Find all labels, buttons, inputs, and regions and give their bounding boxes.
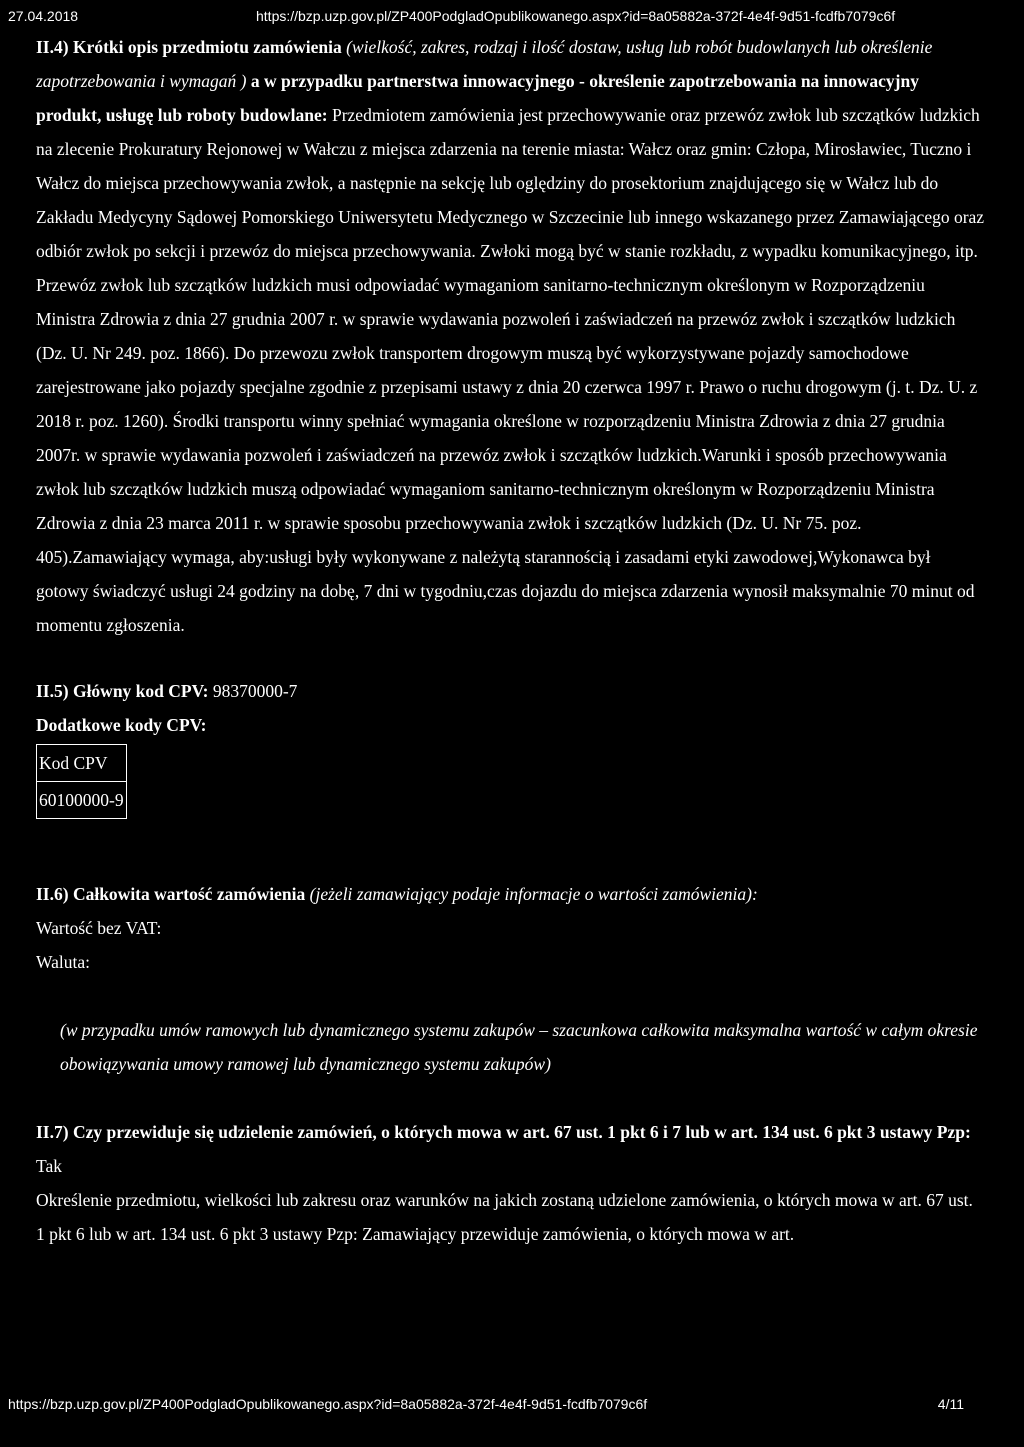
main-cpv-code: 98370000-7	[212, 681, 298, 701]
document-content	[36, 30, 986, 1251]
section-ii7-answer: Tak	[36, 1156, 62, 1176]
additional-cpv-label: Dodatkowe kody CPV:	[36, 715, 207, 735]
cpv-table	[36, 744, 127, 819]
section-ii4-title: Krótki opis przedmiotu zamówienia	[72, 37, 342, 57]
section-ii7	[36, 1115, 986, 1183]
section-ii7-number: II.7)	[36, 1122, 69, 1142]
page-number: 4/11	[937, 1396, 964, 1412]
footer-url: https://bzp.uzp.gov.pl/ZP400PodgladOpublikowanego.aspx?id=8a05882a-372f-4e4f-9d51-fcdfb7079c6f	[8, 1396, 648, 1412]
section-ii4-title-2: a w przypadku partnerstwa innowacyjnego - określenie zapotrzebowania na innowacyjny produkt, usługę lub roboty budowlane:	[36, 71, 919, 125]
section-ii4	[36, 30, 986, 642]
print-date: 27.04.2018	[8, 8, 79, 24]
section-ii6-number: II.6)	[36, 884, 69, 904]
cpv-code-cell: 60100000-9	[37, 782, 127, 819]
section-ii4-italic: (wielkość, zakres, rodzaj i ilość dostaw, usług lub robót budowlanych lub określenie zapotrzebowania i wymagań )	[36, 37, 933, 91]
section-ii5	[36, 674, 986, 708]
header-url: https://bzp.uzp.gov.pl/ZP400PodgladOpublikowanego.aspx?id=8a05882a-372f-4e4f-9d51-fcdfb7079c6f	[256, 8, 896, 24]
table-row	[37, 782, 127, 819]
section-ii5-title: Główny kod CPV:	[72, 681, 209, 701]
page-footer	[8, 1396, 964, 1416]
cpv-table-header-row	[37, 745, 127, 782]
framework-note: (w przypadku umów ramowych lub dynamicznego systemu zakupów – szacunkowa całkowita maksymalna wartość w całym okresie obowiązywania umowy ramowej lub dynamicznego systemu zakupów)	[60, 1020, 978, 1074]
section-ii6-title: Całkowita wartość zamówienia	[72, 884, 306, 904]
section-ii7-body: Określenie przedmiotu, wielkości lub zakresu oraz warunków na jakich zostaną udzielone zamówienia, o których mowa w art. 67 ust. 1 pkt 6 lub w art. 134 ust. 6 pkt 3 ustawy Pzp: Zamawiający przewiduje zamówienia, o których mowa w art.	[36, 1190, 973, 1244]
section-ii6-italic: (jeżeli zamawiający podaje informacje o wartości zamówienia):	[309, 884, 758, 904]
value-without-vat-label: Wartość bez VAT:	[36, 918, 162, 938]
page-header	[8, 8, 1016, 28]
additional-cpv-label-row	[36, 708, 986, 742]
section-ii6	[36, 877, 986, 911]
section-ii5-number: II.5)	[36, 681, 69, 701]
section-ii4-body: Przedmiotem zamówienia jest przechowywanie oraz przewóz zwłok lub szczątków ludzkich na zlecenie Prokuratury Rejonowej w Wałczu z miejsca zdarzenia na terenie miasta: Wałcz oraz gmin: Człopa, Mirosławiec, Tuczno i Wałcz do miejsca przechowywania zwłok, a następnie na sekcję lub oględziny do prosektorium znajdującego się w Wałcz lub do Zakładu Medycyny Sądowej Pomorskiego Uniwersytetu Medycznego w Szczecinie lub innego wskazanego przez Zamawiającego oraz odbiór zwłok po sekcji i przewóz do miejsca przechowywania. Zwłoki mogą być w stanie rozkładu, z wypadku komunikacyjnego, itp. Przewóz zwłok lub szczątków ludzkich musi odpowiadać wymaganiom sanitarno-technicznym określonym w Rozporządzeniu Ministra Zdrowia z dnia 27 grudnia 2007 r. w sprawie wydawania pozwoleń i zaświadczeń na przewóz zwłok i szczątków ludzkich (Dz. U. Nr 249. poz. 1866). Do przewozu zwłok transportem drogowym muszą być wykorzystywane pojazdy samochodowe zarejestrowane jako pojazdy specjalne zgodnie z przepisami ustawy z dnia 20 czerwca 1997 r. Prawo o ruchu drogowym (j. t. Dz. U. z 2018 r. poz. 1260). Środki transportu winny spełniać wymagania określone w rozporządzeniu Ministra Zdrowia z dnia 27 grudnia 2007r. w sprawie wydawania pozwoleń i zaświadczeń na przewóz zwłok i szczątków ludzkich.Warunki i sposób przechowywania zwłok lub szczątków ludzkich muszą odpowiadać wymaganiom sanitarno-technicznym określonym w Rozporządzeniu Ministra Zdrowia z dnia 23 marca 2011 r. w sprawie sposobu przechowywania zwłok i szczątków ludzkich (Dz. U. Nr 75. poz. 405).Zamawiający wymaga, aby:usługi były wykonywane z należytą starannością i zasadami etyki zawodowej,Wykonawca był gotowy świadczyć usługi 24 godziny na dobę, 7 dni w tygodniu,czas dojazdu do miejsca zdarzenia wynosił maksymalnie 70 minut od momentu zgłoszenia.	[36, 105, 985, 635]
section-ii7-title: Czy przewiduje się udzielenie zamówień, o których mowa w art. 67 ust. 1 pkt 6 i 7 lub w art. 134 ust. 6 pkt 3 ustawy Pzp:	[72, 1122, 971, 1142]
section-ii4-number: II.4)	[36, 37, 69, 57]
cpv-table-header: Kod CPV	[37, 745, 127, 782]
currency-label: Waluta:	[36, 952, 90, 972]
